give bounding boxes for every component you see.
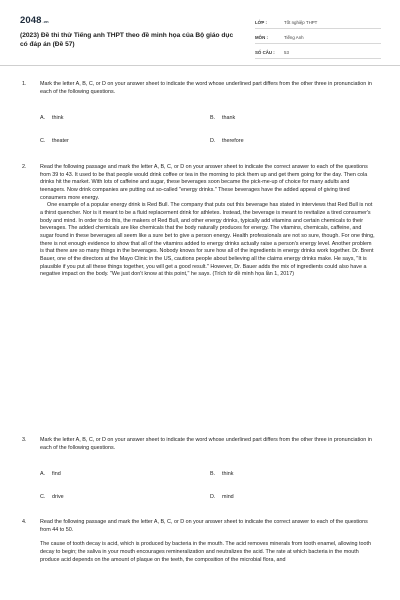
option-text: thank — [222, 115, 236, 121]
logo-text: 2048 — [20, 15, 42, 26]
meta-row-subject — [255, 29, 381, 44]
option-text: think — [222, 471, 234, 477]
option-b[interactable] — [210, 115, 370, 123]
option-c[interactable] — [40, 138, 200, 146]
question-number: 3. — [22, 437, 27, 443]
option-text: theater — [52, 138, 69, 144]
meta-row-count — [255, 44, 381, 59]
question-number: 1. — [22, 81, 27, 87]
option-letter: B. — [210, 471, 216, 477]
option-letter: A. — [40, 471, 46, 477]
question-4 — [22, 519, 376, 564]
option-text: find — [52, 471, 61, 477]
question-number: 2. — [22, 164, 27, 170]
option-b[interactable] — [210, 471, 370, 479]
question-text: Mark the letter A, B, C, or D on your answer sheet to indicate the word whose underlined part differs from the other three in pronunciation in each of the following questions. — [40, 437, 372, 451]
passage-paragraph: It used to be that people would drink coffee or tea in the morning to pick them up and get them going for the day. Then cola drinks hit the market. With lots of caffeine and sugar, these beverages soon became the pick-me-up of choice for many adults and teenagers. Now drink companies are putting out so-called "energy drinks." These beverages have the added appeal of giving tired consumers more energy. — [40, 171, 368, 201]
option-text: mind — [222, 494, 234, 500]
site-logo[interactable] — [20, 14, 49, 27]
option-d[interactable] — [210, 138, 370, 146]
option-letter: D. — [210, 138, 216, 144]
option-text: therefore — [222, 138, 244, 144]
meta-key: LỚP : — [255, 19, 267, 25]
passage-paragraph: Health professionals are not so sure, though. For one thing, there is not enough evidence to show that all of the vitamins added to energy drinks actually raise a person's energy level. Another problem is that there are so many things in the beverages. Nobody knows for sure how all of the ingredients in energy drinks work together. — [40, 233, 375, 255]
meta-value: 53 — [284, 49, 289, 55]
option-a[interactable] — [40, 115, 200, 123]
option-c[interactable] — [40, 494, 200, 502]
document-title: (2023) Đề thi thử Tiếng anh THPT theo đề minh họa của Bộ giáo dục có đáp án (Đề 57) — [20, 32, 234, 48]
passage-paragraph: The cause of tooth decay is acid, which is produced by bacteria in the mouth. The acid removes minerals from tooth enamel, allowing tooth decay to begin; the saliva in your mouth encourages remineralization and neutralizes the acid. The rate at which bacteria in the mouth produce acid depends on the amount of plaque on the teeth, the composition of the microbial flora, and — [40, 541, 372, 563]
meta-value: Tiếng Anh — [284, 34, 304, 40]
option-text: think — [52, 115, 64, 121]
option-letter: A. — [40, 115, 46, 121]
logo-suffix: .vn — [42, 19, 49, 24]
question-text: Read the following passage and mark the letter A, B, C, or D on your answer sheet to indicate the correct answer to each of the questions from 39 to 43. — [40, 164, 368, 178]
option-d[interactable] — [210, 494, 370, 502]
question-text: Read the following passage and mark the letter A, B, C, or D on your answer sheet to indicate the correct answer to each of the questions from 44 to 50. — [40, 519, 368, 533]
reading-passage — [40, 164, 376, 279]
option-letter: C. — [40, 494, 46, 500]
passage-paragraph: Dr. Brent Bauer, one of the directors at the Mayo Clinic in the US, cautions people about believing all the claims energy drinks make. He says, "It is plausible if you put all these things together, you will get a good result." However, Dr. Bauer adds the mix of ingredients could also have a negative impact on the body. "We just don't know at this point," he says. (Trích từ đề minh họa lần 1, 2017) — [40, 248, 374, 278]
option-letter: C. — [40, 138, 46, 144]
question-2 — [22, 164, 376, 279]
reading-passage — [40, 541, 376, 564]
passage-paragraph: One example of a popular energy drink is Red Bull. The company that puts out this beverage has stated in interviews that Red Bull is not a thirst quencher. Nor is it meant to be a fluid replacement drink for athletes. Instead, the beverage is meant to revitalize a tired consumer's body and mind. In order to do this, the makers of Red Bull, and other energy drinks, typically add vitamins and certain chemicals to their beverages. The added chemicals are like chemicals that the body naturally produces for energy. The vitamins, chemicals, caffeine, and sugar found in these beverages all seem like a sure bet to give a person energy. — [40, 202, 373, 240]
option-letter: D. — [210, 494, 216, 500]
option-letter: B. — [210, 115, 216, 121]
document-meta — [255, 14, 381, 59]
option-a[interactable] — [40, 471, 200, 479]
meta-row-class — [255, 14, 381, 29]
option-text: drive — [52, 494, 64, 500]
document-header — [0, 0, 400, 66]
meta-key: SỐ CÂU : — [255, 49, 275, 55]
question-number: 4. — [22, 519, 27, 525]
meta-key: MÔN : — [255, 34, 268, 40]
question-1 — [22, 81, 376, 144]
question-3 — [22, 437, 376, 500]
question-text: Mark the letter A, B, C, or D on your answer sheet to indicate the word whose underlined part differs from the other three in pronunciation in each of the following questions. — [40, 81, 372, 95]
meta-value: Tốt nghiệp THPT — [284, 19, 318, 25]
